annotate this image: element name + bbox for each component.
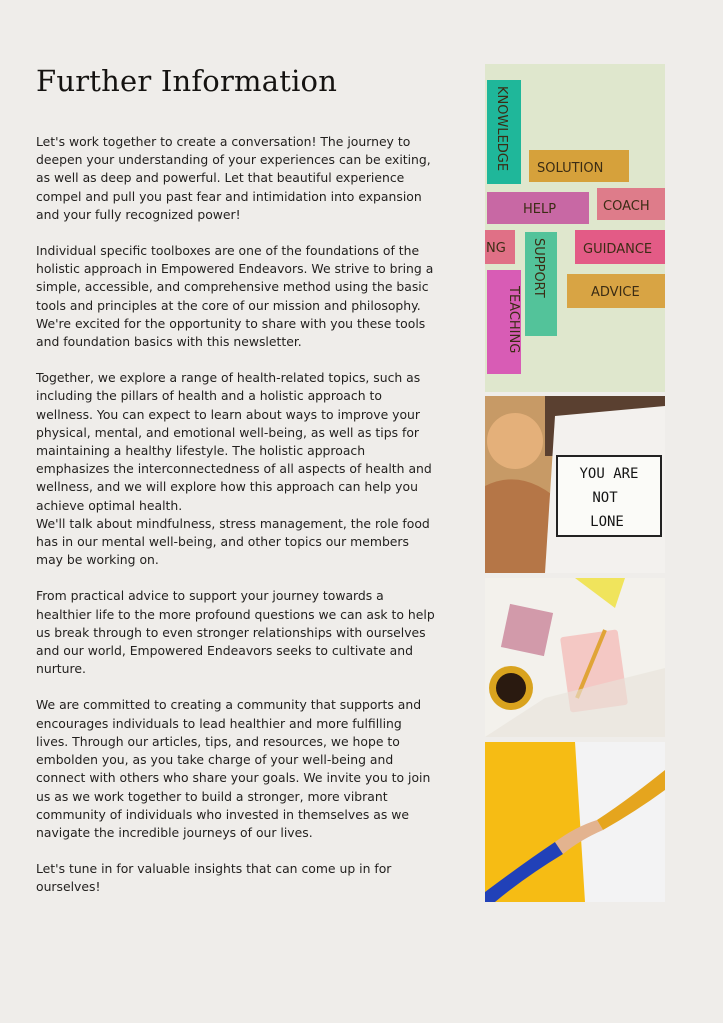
paragraph-practical-advice: From practical advice to support your journey towards a healthier life to the more profound questions we can ask to help us break through to even stronger relationships with ourselves and our world, Empowered Endeavors seeks to cultivate and nurture.	[36, 588, 435, 677]
sign-line-3: LONE	[590, 514, 624, 530]
block-label-help: HELP	[523, 202, 557, 217]
word-blocks-photo	[485, 64, 665, 392]
sign-line-2: NOT	[592, 490, 618, 506]
paragraph-intro: Let's work together to create a conversation! The journey to deepen your understanding of your experiences can be exiting, as well as deep and powerful. Let that beautiful experience compel and pull you past fear and intimidation into expansion and your fully recognized power!	[36, 134, 431, 222]
block-label-coach: COACH	[603, 199, 650, 214]
paragraph-mindfulness: We'll talk about mindfulness, stress management, the role food has in our mental well-being, and other topics our members may be working on.	[36, 515, 430, 568]
block-label-support: SUPPORT	[531, 238, 546, 298]
block-label-solution: SOLUTION	[537, 161, 604, 176]
block-label-knowledge: KNOWLEDGE	[494, 86, 509, 172]
article-body	[36, 133, 436, 915]
paragraph-toolboxes: Individual specific toolboxes are one of the foundations of the holistic approach in Empowered Endeavors. We strive to bring a simple, accessible, and comprehensive method using the basic tools and principles at the core of our mission and philosophy. We're excited for the opportunity to share with you these tools and foundation basics with this newsletter.	[36, 243, 434, 350]
block-label-guidance: GUIDANCE	[583, 242, 653, 257]
block-label-ng: NG	[486, 241, 506, 256]
paragraph-community: We are committed to creating a community that supports and encourages individuals to lead healthier and more fulfilling lives. Through our articles, tips, and resources, we hope to embolden you, as you take charge of your well-being and connect with others who share your goals. We invite you to join us as we work together to build a stronger, more vibrant community of individuals who invested in themselves as we navigate the incredible journeys of our lives.	[36, 697, 431, 840]
reaching-hands-photo	[485, 742, 665, 902]
lightbox-sign-photo	[485, 396, 665, 573]
paragraph-closing: Let's tune in for valuable insights that can come up in for ourselves!	[36, 861, 392, 895]
block-label-teaching: TEACHING	[506, 286, 521, 354]
block-label-advice: ADVICE	[591, 285, 640, 300]
sign-line-1: YOU ARE	[579, 466, 639, 482]
paragraph-health-topics: Together, we explore a range of health-related topics, such as including the pillars of health and a holistic approach to wellness. You can expect to learn about ways to improve your physical, mental, and emotional well-being, as well as tips for maintaining a healthy lifestyle. The holistic approach emphasizes the interconnectedness of all aspects of health and wellness, and we will explore how this approach can help you achieve optimal health.	[36, 370, 432, 513]
desk-notes-photo	[485, 578, 665, 737]
page-title: Further Information	[36, 64, 338, 98]
